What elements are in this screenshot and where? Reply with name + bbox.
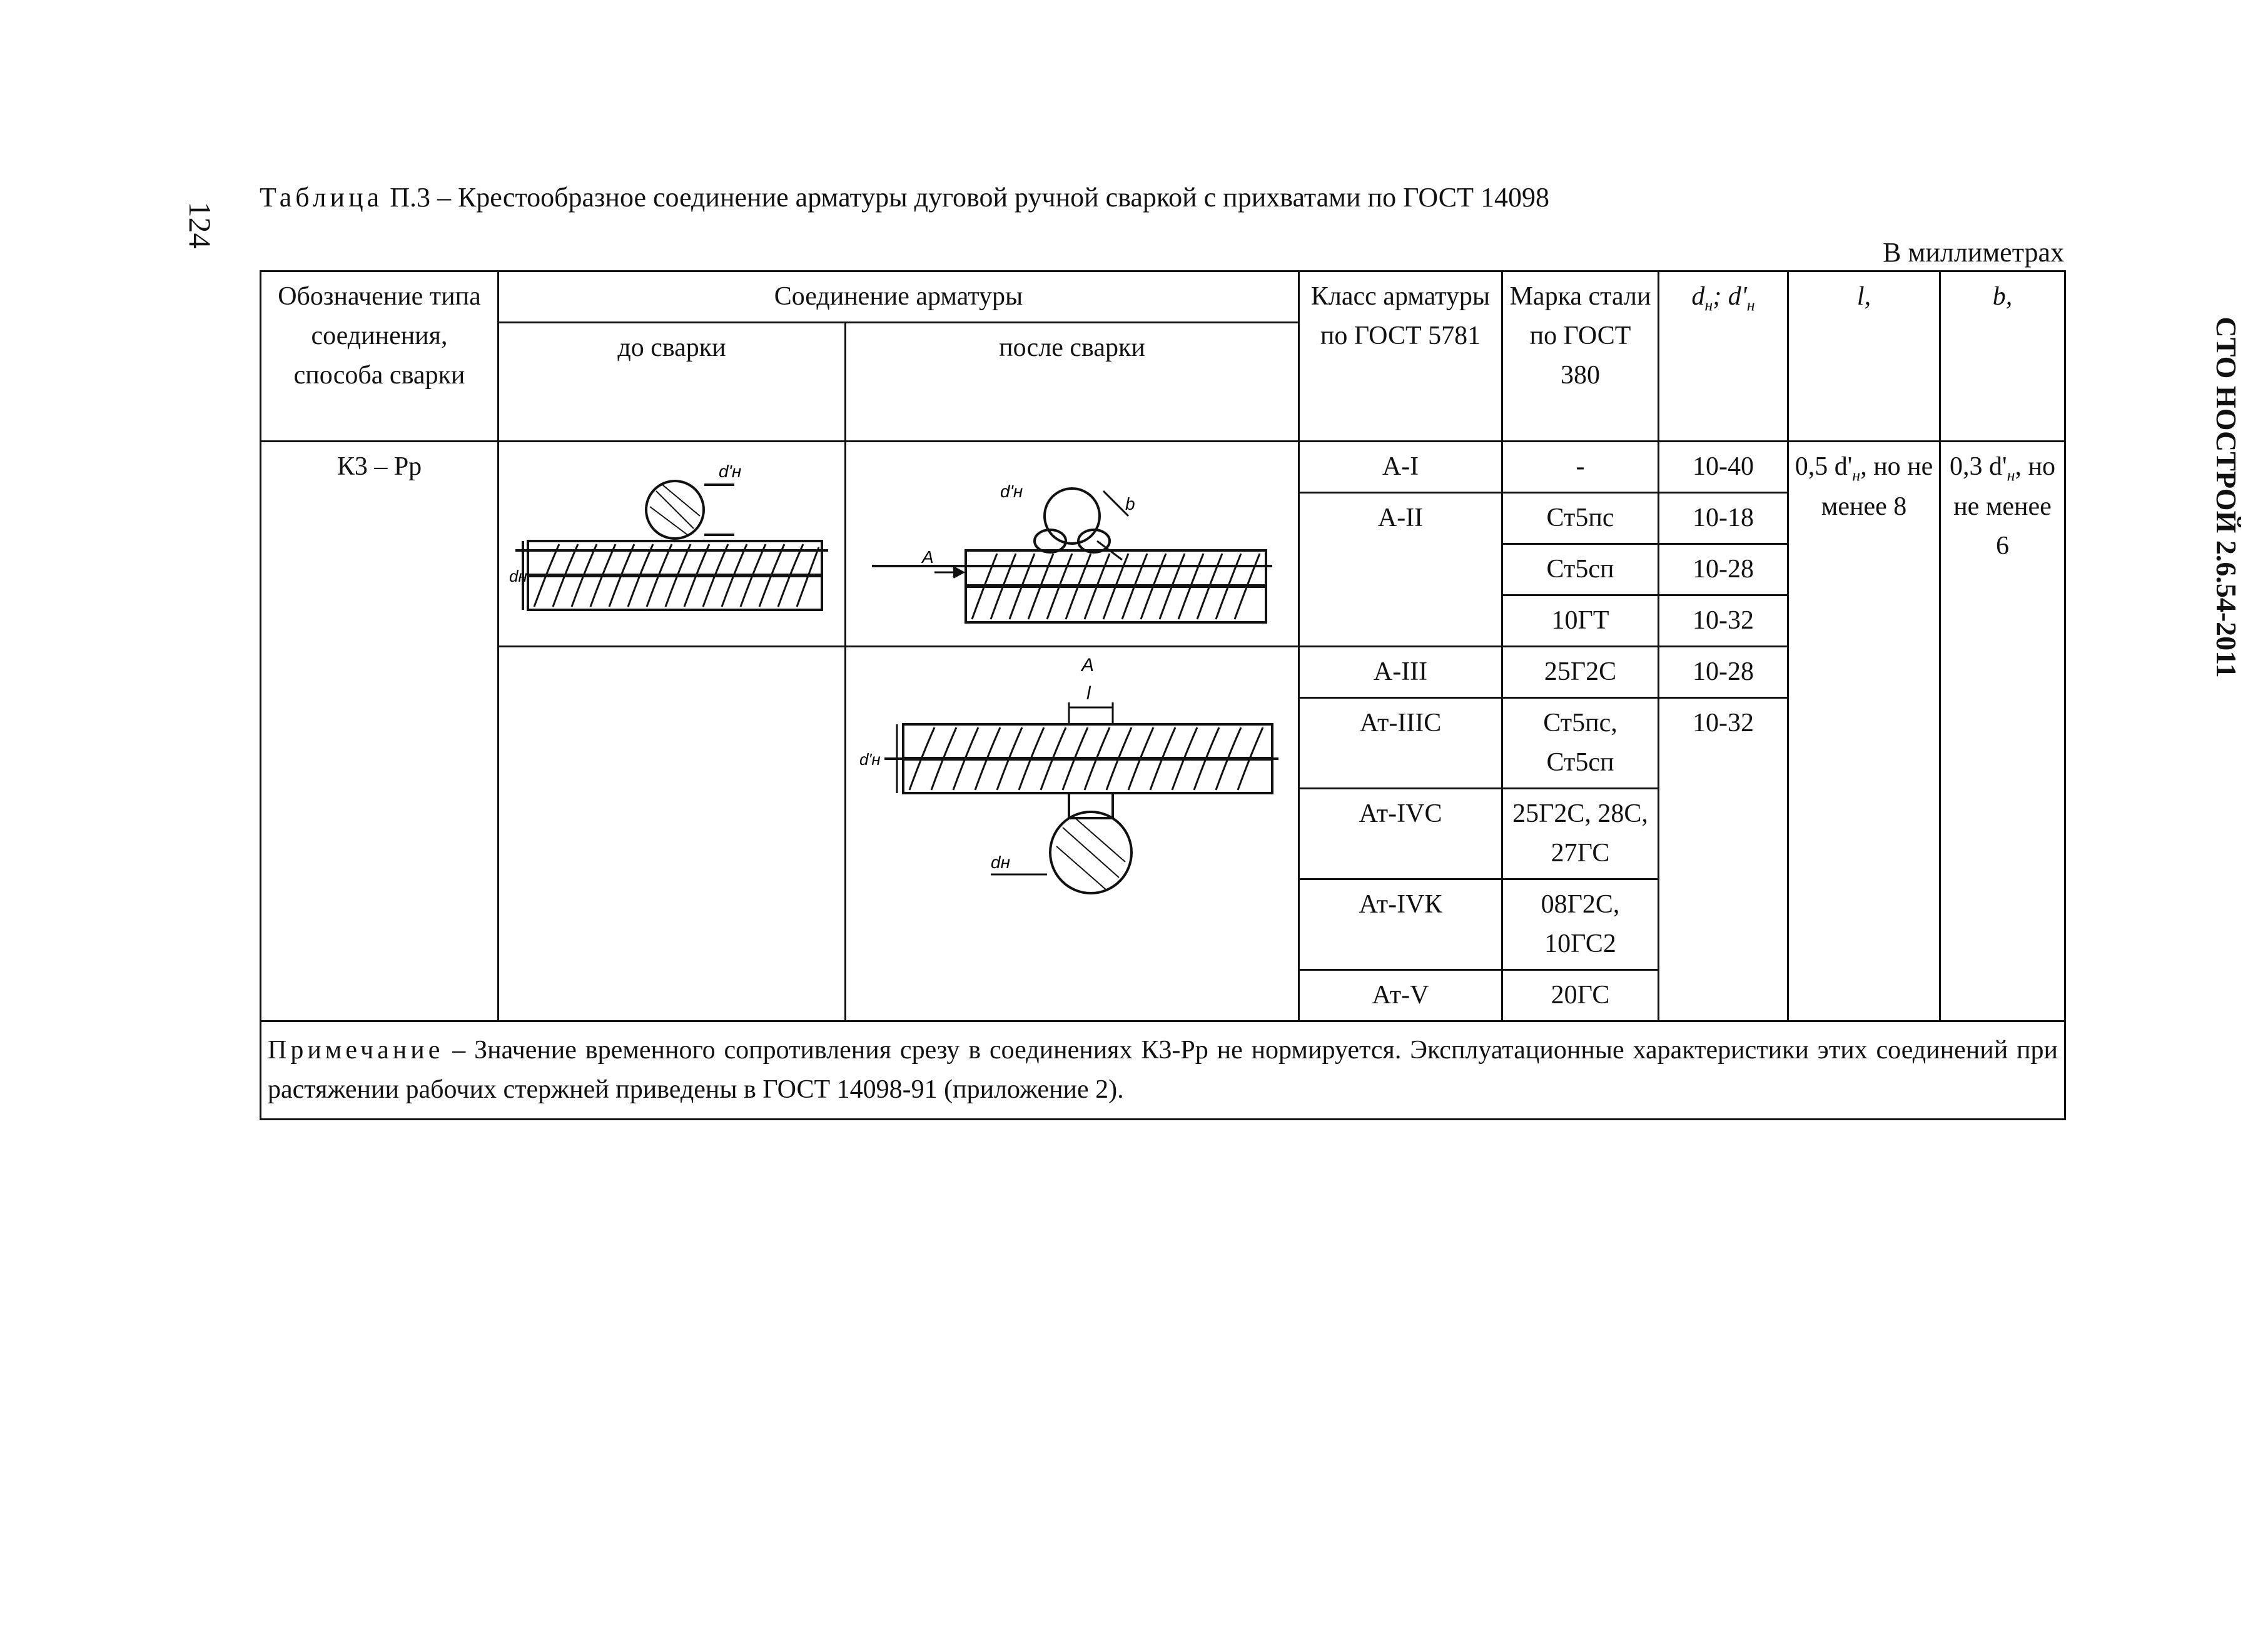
rebar-before-figure <box>509 447 834 635</box>
header-after: после сварки <box>846 323 1299 442</box>
note-label: Примечание <box>268 1036 444 1065</box>
header-b: b, <box>1940 271 2065 442</box>
steel-cell: Ст5сп <box>1502 544 1659 595</box>
class-cell: А-III <box>1299 647 1502 698</box>
diameter-cell: 10-40 <box>1659 442 1788 493</box>
figure-after-cell-1 <box>846 442 1299 647</box>
steel-cell: Ст5пс, Ст5сп <box>1502 698 1659 789</box>
b-cell: 0,3 $d'_н$, но не менее 6 <box>1940 442 2065 1021</box>
class-cell: Ат-V <box>1299 970 1502 1021</box>
header-diameter: $d_н$; $d'_н$ <box>1659 271 1788 442</box>
steel-cell: 10ГТ <box>1502 595 1659 647</box>
header-type: Обозначение типа соединения, способа сварки <box>261 271 499 442</box>
figure-after-cell-2 <box>846 647 1299 1021</box>
steel-cell: - <box>1502 442 1659 493</box>
svg-text:d'н: d'н <box>1000 482 1023 501</box>
figure-before-cell <box>499 442 846 647</box>
standard-code: СТО НОСТРОЙ 2.6.54-2011 <box>2210 316 2243 678</box>
steel-cell: 25Г2С, 28С, 27ГС <box>1502 789 1659 879</box>
table-caption <box>260 181 1549 213</box>
l-cell: 0,5 $d'_н$, но не менее 8 <box>1788 442 1940 1021</box>
diameter-cell: 10-32 <box>1659 698 1788 1021</box>
steel-cell: 08Г2С, 10ГС2 <box>1502 879 1659 970</box>
figure-before-empty <box>499 647 846 1021</box>
units-note: В миллиметрах <box>1883 237 2064 268</box>
header-steel: Марка стали по ГОСТ 380 <box>1502 271 1659 442</box>
rebar-after-figure-2 <box>859 652 1285 915</box>
header-before: до сварки <box>499 323 846 442</box>
table-row <box>261 442 2065 493</box>
note-row <box>261 1021 2065 1120</box>
header-joint: Соединение арматуры <box>499 271 1299 323</box>
svg-text:l: l <box>1086 683 1091 704</box>
type-cell: К3 – Рр <box>261 442 499 1021</box>
joint-table <box>260 270 2066 1120</box>
diameter-cell: 10-28 <box>1659 647 1788 698</box>
svg-text:А: А <box>1081 655 1095 676</box>
svg-text:А: А <box>922 547 934 567</box>
class-cell: Ат-IVС <box>1299 789 1502 879</box>
steel-cell: 25Г2С <box>1502 647 1659 698</box>
table-note <box>261 1021 2065 1120</box>
svg-text:dн: dн <box>509 567 527 585</box>
steel-cell: Ст5пс <box>1502 493 1659 544</box>
svg-text:b: b <box>1125 494 1135 514</box>
header-class: Класс арматуры по ГОСТ 5781 <box>1299 271 1502 442</box>
diameter-cell: 10-18 <box>1659 493 1788 544</box>
svg-text:d'н: d'н <box>859 750 881 769</box>
page-number: 124 <box>183 201 218 249</box>
svg-text:d'н: d'н <box>719 462 742 481</box>
class-cell: А-I <box>1299 442 1502 493</box>
rebar-after-figure-1 <box>859 447 1285 635</box>
class-cell: А-II <box>1299 493 1502 647</box>
class-cell: Ат-IVК <box>1299 879 1502 970</box>
steel-cell: 20ГС <box>1502 970 1659 1021</box>
header-l: l, <box>1788 271 1940 442</box>
note-text: – Значение временного сопротивления срезу в соединениях К3-Рр не нормируется. Эксплуатационные характеристики этих соединений при растяжении рабочих стержней приведены в ГОСТ 14098-91 (приложение 2). <box>268 1036 2058 1104</box>
caption-text: П.3 – Крестообразное соединение арматуры дуговой ручной сваркой с прихватами по ГОСТ 14098 <box>390 182 1549 213</box>
class-cell: Ат-IIIС <box>1299 698 1502 789</box>
diameter-cell: 10-28 <box>1659 544 1788 595</box>
header-row-1 <box>261 271 2065 323</box>
svg-text:dн: dн <box>991 853 1010 872</box>
diameter-cell: 10-32 <box>1659 595 1788 647</box>
caption-label: Таблица <box>260 182 383 213</box>
